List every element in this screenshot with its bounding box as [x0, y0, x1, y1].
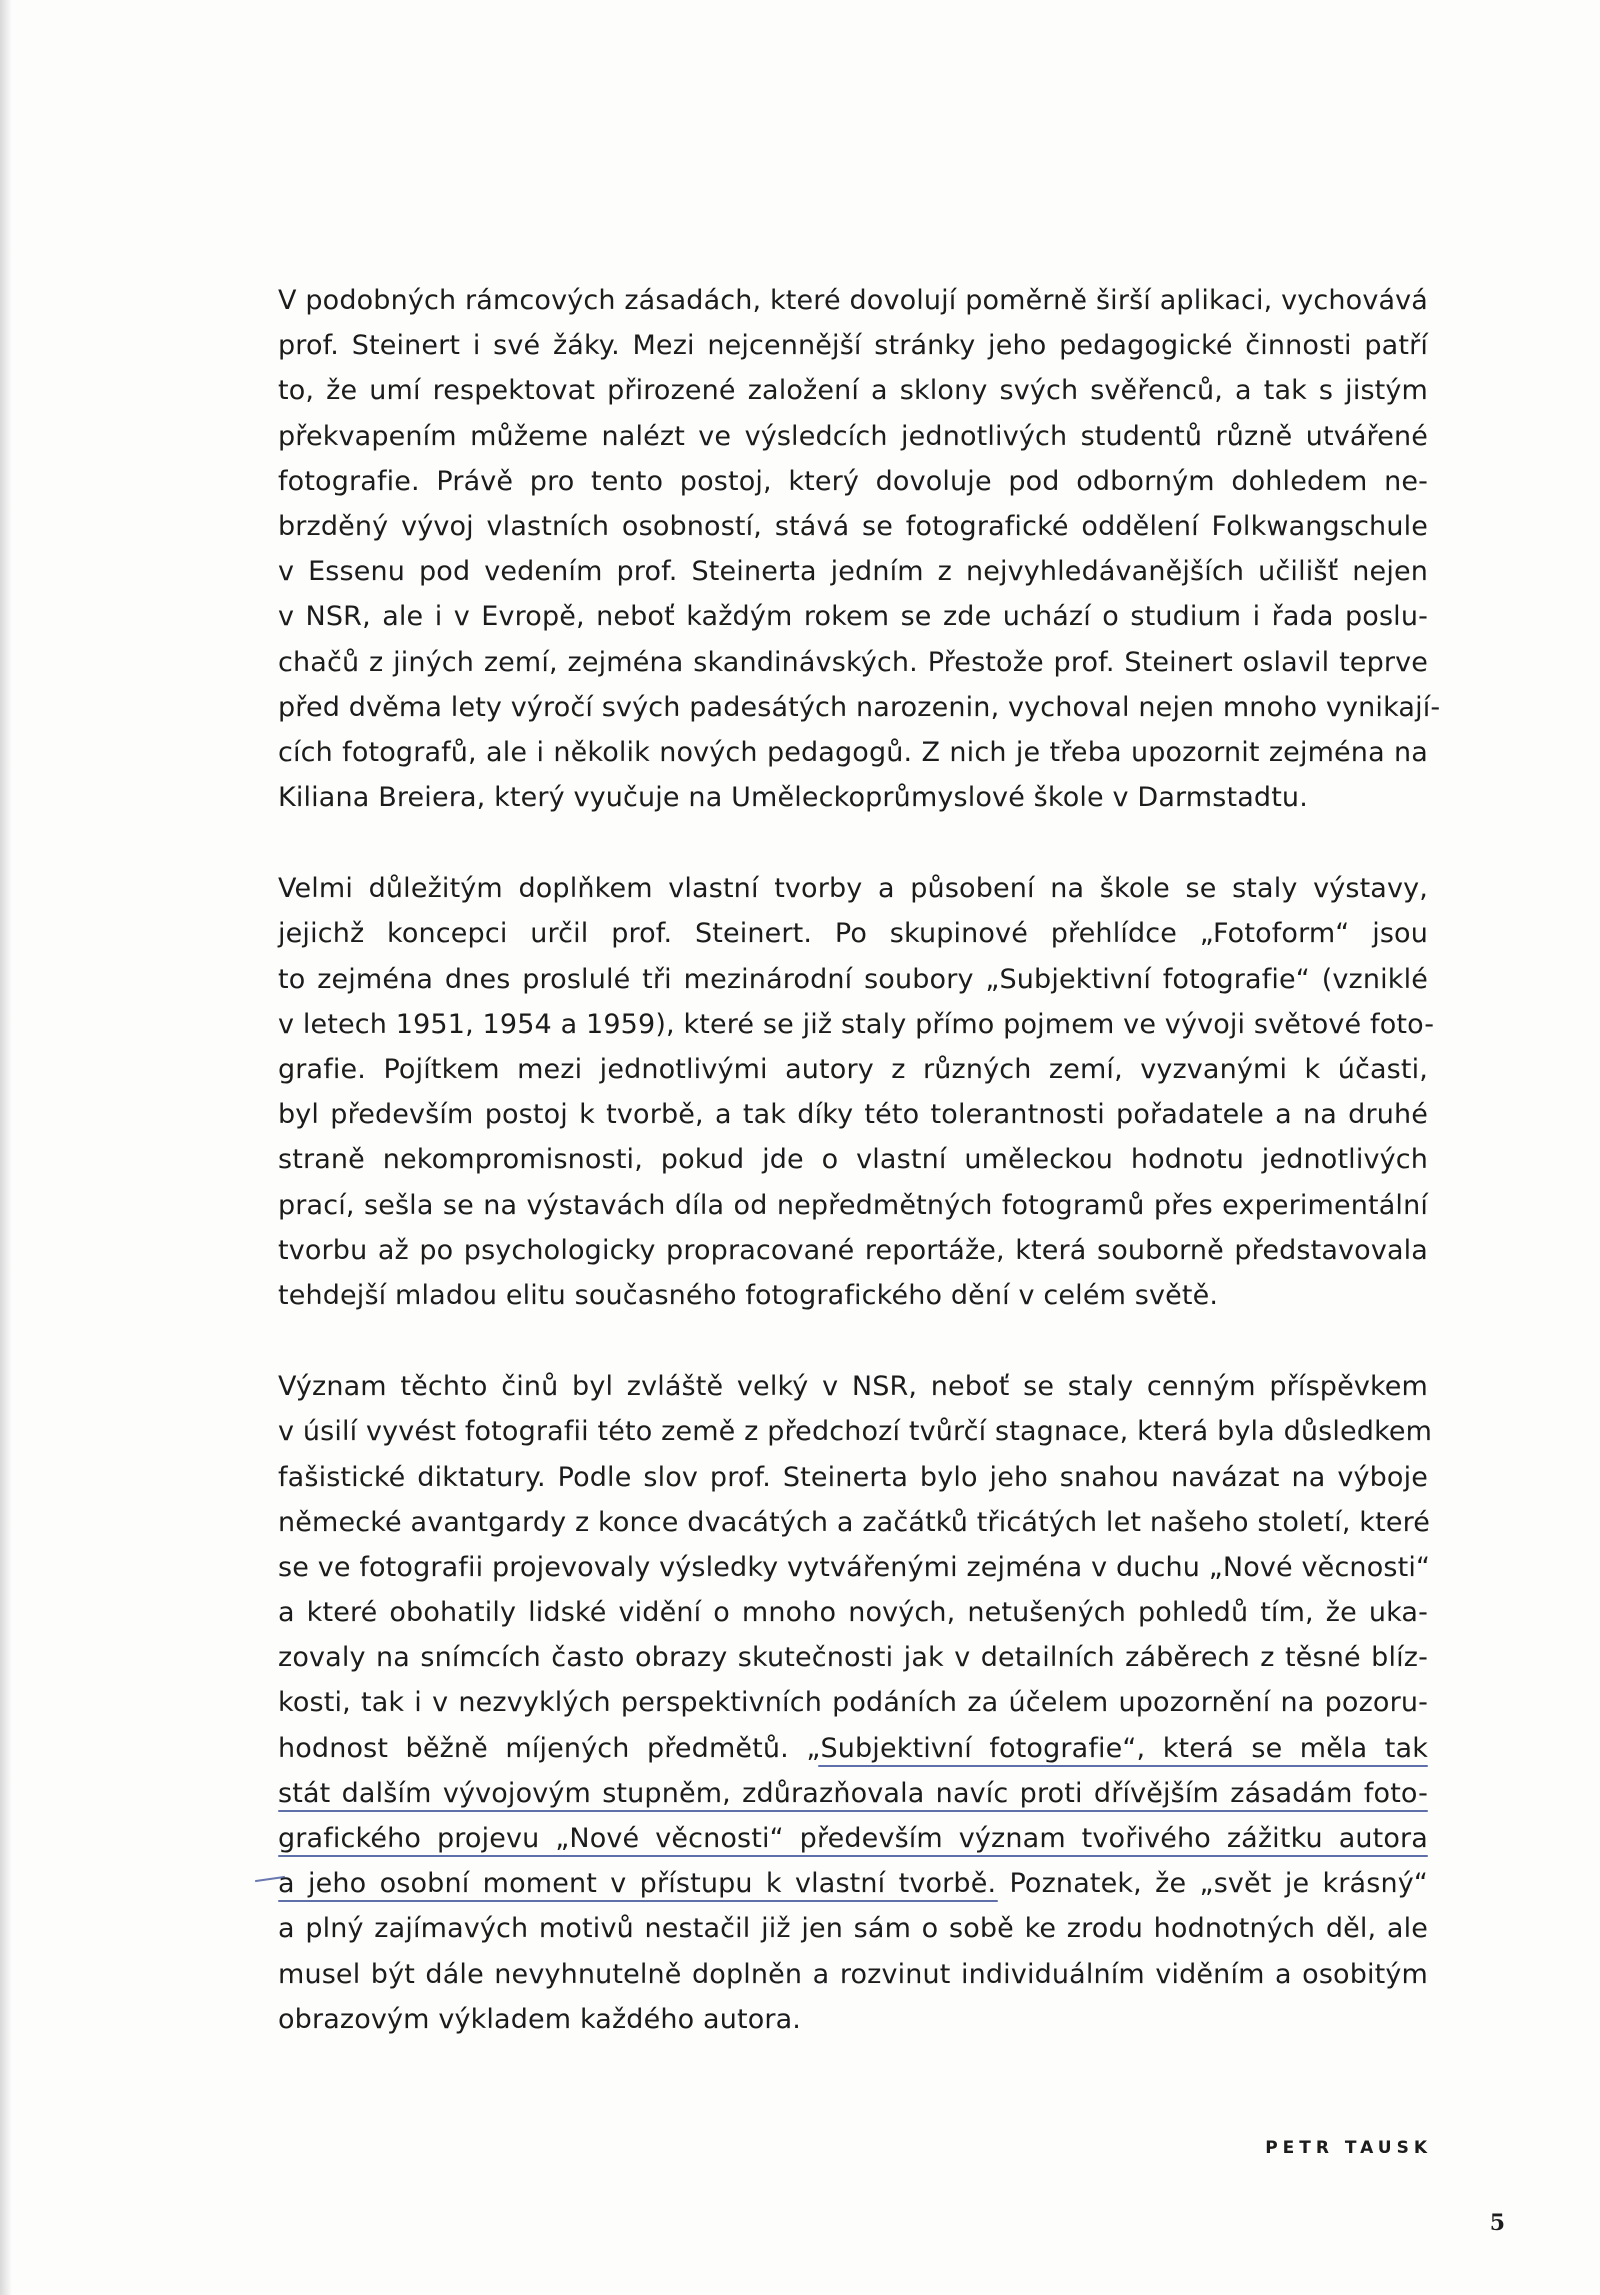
text-line: tvorbu až po psychologicky propracované reportáže, která souborně představovala [278, 1234, 1428, 1266]
text-line: to zejména dnes proslulé tři mezinárodní soubory „Subjektivní fotografie“ (vzniklé [278, 963, 1428, 995]
text-line: a plný zajímavých motivů nestačil již jen sám o sobě ke zrodu hodnotných děl, ale [278, 1913, 1428, 1945]
text-line-underlined: stát dalším vývojovým stupněm, zdůrazňovala navíc proti dřívějším zásadám foto- [278, 1771, 1428, 1816]
author-signature: PETR TAUSK [1265, 2138, 1432, 2158]
paragraph-1 [278, 278, 1441, 820]
text-line: zovaly na snímcích často obrazy skutečnosti jak v detailních záběrech z těsné blíz- [278, 1642, 1428, 1674]
text-line: kosti, tak i v nezvyklých perspektivních podáních za účelem upozornění na pozoru- [278, 1687, 1428, 1719]
text-line: musel být dále nevyhnutelně doplněn a rozvinut individuálním viděním a osobitým [278, 1958, 1428, 1990]
text-line: před dvěma lety výročí svých padesátých narozenin, vychoval nejen mnoho vynikají- [278, 691, 1441, 723]
text-line: grafie. Pojítkem mezi jednotlivými autory z různých zemí, vyzvanými k účasti, [278, 1054, 1428, 1085]
text-line: chačů z jiných zemí, zejména skandinávských. Přestože prof. Steinert oslavil teprve [278, 646, 1428, 678]
text-line: jejichž koncepci určil prof. Steinert. Po skupinové přehlídce „Fotoform“ jsou [278, 918, 1428, 950]
text-line: Kiliana Breiera, který vyučuje na Uměleckoprůmyslové škole v Darmstadtu. [278, 782, 1308, 814]
paragraph-3 [278, 1364, 1433, 2042]
text-line: tehdejší mladou elitu současného fotografického dění v celém světě. [278, 1279, 1219, 1311]
text-line: straně nekompromisnosti, pokud jde o vlastní uměleckou hodnotu jednotlivých [278, 1144, 1428, 1176]
text-line: překvapením můžeme nalézt ve výsledcích jednotlivých studentů různě utvářené [278, 420, 1428, 452]
text-line: fašistické diktatury. Podle slov prof. Steinerta bylo jeho snahou navázat na výboje [278, 1461, 1428, 1493]
text-line: V podobných rámcových zásadách, které dovolují poměrně širší aplikaci, vychovává [278, 285, 1428, 316]
text-line: prof. Steinert i své žáky. Mezi nejcennější stránky jeho pedagogické činnosti patří [278, 330, 1428, 362]
page-number: 5 [1489, 2210, 1505, 2236]
text-line: v letech 1951, 1954 a 1959), které se již staly přímo pojmem ve vývoji světové foto- [278, 1008, 1435, 1040]
text-line: Význam těchto činů byl zvláště velký v NSR, neboť se staly cenným příspěvkem [278, 1371, 1428, 1403]
text-line: prací, sešla se na výstavách díla od nepředmětných fotogramů přes experimentální [278, 1189, 1428, 1221]
article-body [278, 278, 1441, 2088]
text-line: v NSR, ale i v Evropě, neboť každým rokem se zde uchází o studium i řada poslu- [278, 601, 1428, 633]
text-line: a které obohatily lidské vidění o mnoho nových, netušených pohledů tím, že uka- [278, 1597, 1428, 1629]
text-line-underlined: grafického projevu „Nové věcnosti“ především význam tvořivého zážitku autora [278, 1816, 1428, 1861]
paragraph-2 [278, 866, 1435, 1318]
text-line: to, že umí respektovat přirozené založení a sklony svých svěřenců, a tak s jistým [278, 375, 1428, 407]
text-line: se ve fotografii projevovaly výsledky vytvářenými zejména v duchu „Nové věcnosti“ [278, 1551, 1431, 1583]
text-line: fotografie. Právě pro tento postoj, který dovoluje pod odborným dohledem ne- [278, 465, 1428, 497]
text-line: brzděný vývoj vlastních osobností, stává se fotografické oddělení Folkwangschule [278, 510, 1428, 542]
page-binding-shadow [0, 0, 12, 2295]
text-line: Velmi důležitým doplňkem vlastní tvorby a působení na škole se staly výstavy, [278, 873, 1428, 905]
text-line: v úsilí vyvést fotografii této země z předchozí tvůrčí stagnace, která byla důsledkem [278, 1416, 1433, 1448]
text-line: obrazovým výkladem každého autora. [278, 2003, 802, 2035]
text-line: v Essenu pod vedením prof. Steinerta jedním z nejvyhledávanějších učilišť nejen [278, 556, 1428, 588]
text-line: cích fotografů, ale i několik nových pedagogů. Z nich je třeba upozornit zejména na [278, 736, 1428, 768]
text-line: německé avantgardy z konce dvacátých a začátků třicátých let našeho století, které [278, 1506, 1431, 1538]
text-line-underlined: hodnost běžně míjených předmětů. „Subjektivní fotografie“, která se měla tak [278, 1726, 1428, 1771]
text-line-underlined: a jeho osobní moment v přístupu k vlastní tvorbě. Poznatek, že „svět je krásný“ [278, 1861, 1428, 1906]
text-line: byl především postoj k tvorbě, a tak díky této tolerantnosti pořadatele a na druhé [278, 1099, 1428, 1131]
